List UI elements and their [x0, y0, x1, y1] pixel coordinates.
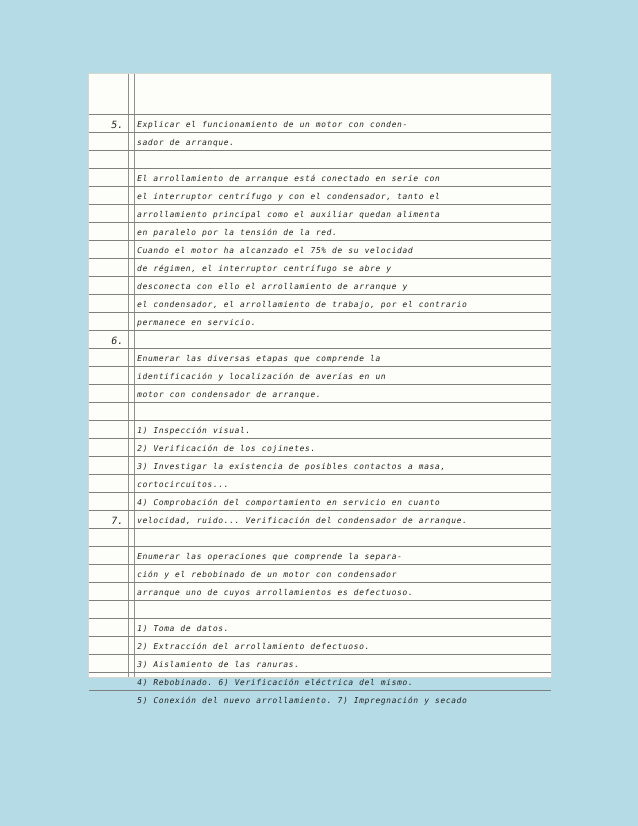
question-number-6: 6.: [110, 336, 125, 347]
text-line: 1) Inspección visual.: [136, 426, 252, 435]
text-line: [136, 405, 551, 421]
margin-line-right: [134, 74, 135, 677]
text-line: 1) Toma de datos.: [136, 624, 230, 633]
text-line: 3) Investigar la existencia de posibles contactos a masa,: [136, 462, 447, 471]
text-line: 2) Extracción del arrollamiento defectuoso.: [136, 642, 371, 651]
text-line: [136, 603, 551, 619]
text-line: permanece en servicio.: [136, 318, 258, 327]
text-line: arranque uno de cuyos arrollamientos es defectuoso.: [136, 588, 415, 597]
text-line: el interruptor centrífugo y con el condensador, tanto el: [136, 192, 442, 201]
text-line: identificación y localización de averías en un: [136, 372, 388, 381]
text-line: 5) Conexión del nuevo arrollamiento. 7) Impregnación y secado: [136, 696, 469, 705]
text-line: El arrollamiento de arranque está conectado en serie con: [136, 174, 442, 183]
text-line: [136, 531, 551, 547]
text-line: 4) Comprobación del comportamiento en servicio en cuanto: [136, 498, 442, 507]
text-line: ción y el rebobinado de un motor con condensador: [136, 570, 398, 579]
notebook-page: [89, 74, 551, 705]
text-line: el condensador, el arrollamiento de trabajo, por el contrario: [136, 300, 469, 309]
text-line: en paralelo por la tensión de la red.: [136, 228, 339, 237]
text-line: velocidad, ruido... Verificación del condensador de arranque.: [136, 516, 469, 525]
text-line: 3) Aislamiento de las ranuras.: [136, 660, 301, 669]
text-line: cortocircuitos...: [136, 480, 230, 489]
text-line: [136, 333, 551, 349]
text-line: motor con condensador de arranque.: [136, 390, 323, 399]
text-line: arrollamiento principal como el auxiliar quedan alimenta: [136, 210, 442, 219]
text-line: 4) Rebobinado. 6) Verificación eléctrica del mismo.: [136, 678, 415, 687]
ruled-line: [89, 114, 551, 115]
margin-line-left: [128, 74, 129, 677]
question-number-5: 5.: [110, 120, 125, 131]
text-line: [136, 153, 551, 169]
text-line: de régimen, el interruptor centrífugo se abre y: [136, 264, 393, 273]
text-line: Enumerar las operaciones que comprende la separa-: [136, 552, 404, 561]
text-line: desconecta con ello el arrollamiento de arranque y: [136, 282, 409, 291]
text-line: Enumerar las diversas etapas que comprende la: [136, 354, 382, 363]
question-number-7: 7.: [110, 516, 125, 527]
text-line: sador de arranque.: [136, 138, 236, 147]
text-line: Explicar el funcionamiento de un motor con conden-: [136, 120, 409, 129]
text-line: 2) Verificación de los cojinetes.: [136, 444, 317, 453]
text-line: Cuando el motor ha alcanzado el 75% de su velocidad: [136, 246, 415, 255]
